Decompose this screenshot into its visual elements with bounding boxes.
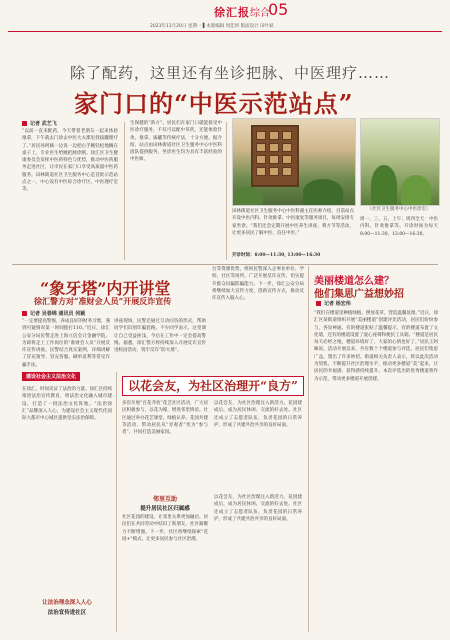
lead-author: 记者 武艺飞 — [22, 120, 63, 127]
story3-subhead-1: 邻里互助 — [152, 496, 177, 503]
lead-kicker: 除了配药，这里还有坐诊把脉、中医理疗…… — [70, 64, 391, 82]
plant-image — [303, 179, 343, 205]
story2-subheadline: 徐汇警方对“准财会人员”开展反诈宣传 — [34, 296, 172, 306]
story2-col-1b: 在徐汇，时间见证了法治的力量。徐汇区持续推进法治宣传教育，将法治文化融入城市建设，打造了一批法治文化阵地。“法治徐汇”品牌深入人心，为建设社会主义现代化国际大都市中心城区提供坚实法治保障。 — [22, 387, 112, 422]
story3-col-3: 社区花园的建设，让邻里关系更加融洽。居民们在共同劳动中结识了新朋友，社区凝聚力不断增强。下一步，社区将继续探索“花园+”模式，让更多居民参与社区治理。 — [122, 515, 208, 542]
masthead-brand: 徐汇报 — [214, 6, 250, 19]
story2-col-2: 讲座现场，民警还通过互动问答的形式，帮助同学们识别诈骗套路。不少同学表示，这堂课让自己受益匪浅，今后在工作中一定会提高警惕。据悉，徐汇警方将持续深入开展反诈宣传进校园活动，筑牢反诈“防火墙”。 — [114, 319, 206, 354]
lead-col-3: 田林街道社区卫生服务中心中医科副主任医师介绍，目前站点开设中医内科、针灸推拿、中医康复等服务项目，每周安排专家坐诊。“我们还会定期开展中医养生讲座、膏方节等活动，让更多居民了解中医、信任中医。” — [232, 209, 354, 236]
right-headline-2: 他们集思广益想妙招 — [314, 289, 404, 300]
plant-image — [233, 187, 263, 205]
lead-col-4: 周一、三、五，上午；周四全天：中医内科、针灸推拿等。开诊时间为每天8:00—11:30，13:00—16:30。 — [360, 217, 438, 237]
story2-col-3: 台等资源优势，组织民警深入企事业单位、学校、社区等场所，广泛开展反诈宣传，切实提升群众识骗防骗能力。下一步，徐汇公安分局将继续加大宣传力度，创新宣传方式，推动反诈宣传入脑入心。 — [212, 267, 304, 302]
plant-image — [371, 165, 397, 205]
story3-col-4: 以花会友，为社区治理注入新活力。花园建成后，成为居民休闲、交流的好去处。社区还成立了志愿者队伍，负责花园的日常养护，形成了共建共治共享的良好局面。 — [214, 495, 302, 522]
story2-headline: “象牙塔”内开讲堂 — [40, 279, 171, 298]
story2-bold-line: 让法治理念深入人心 — [42, 600, 92, 606]
byline-marker-icon — [22, 121, 27, 126]
column-divider — [116, 372, 117, 632]
lead-col-2: 生保健的“新方”。居民们在家门口就能接受中医诊疗服务，不仅可以配中草药，还能体验针灸、推拿、拔罐等传统疗法，十分方便。据介绍，站点由田林街道社区卫生服务中心中医科团队提供服务，坐诊医生均为具有丰富经验的中医师。 — [130, 121, 222, 163]
story3-subhead-2: 提升居民社区归属感 — [140, 506, 190, 512]
byline-marker-icon — [316, 301, 321, 306]
story3-col-1: 多次开展“百花齐放”花艺社区活动，广大居民积极参与，以花为媒，增进邻里情谊。社区通过举办花艺课堂、绿植认养、花园共建等活动，带动居民从“旁观者”变为“参与者”，共同打造美丽家园。 — [122, 401, 208, 436]
right-headline-1: 美丽楼道怎么建？ — [314, 276, 394, 287]
lead-col-1: “以前一直来配药，今天带着老朋友一起来体验推拿，下午就去门诊去中医大夫那里找拔罐理疗了。”居民孙阿姨一边说一边把右手腕轻松地搁在桌子上，专业医生给她把脉诊断。徐汇区卫生健康委员会发挥中医药特色与优势，推动中医药服务走进社区，让市民在家门口享受高质量中医药服务。田林街道社区卫生服务中心是首批示范站点之一，中心设有中医综合诊疗区、中医理疗室等。 — [22, 129, 118, 193]
masthead-info: 2023年11月20日 星期一 ▌本版编辑 周佳珂 版面设计 田叶斌 — [150, 24, 274, 29]
masthead-section: 综合 — [250, 8, 270, 19]
clinic-photo — [232, 118, 356, 206]
plant-image — [401, 175, 431, 205]
garden-photo — [360, 118, 440, 206]
column-divider — [308, 266, 309, 632]
section-label: 建设社会主义法治文化 — [22, 372, 80, 381]
column-divider — [226, 122, 227, 260]
right-author: 记者 杨宏伟 — [316, 300, 357, 307]
story3-col-2: 以花会友，为社区治理注入新活力。花园建成后，成为居民休闲、交流的好去处。社区还成立了志愿者队伍，负责花园的日常养护，形成了共建共治共享的良好局面。 — [214, 401, 302, 428]
masthead-rule — [8, 31, 442, 32]
photo-caption: （社区卫生服务中心中医诊室） — [367, 207, 431, 212]
page-number: 05 — [268, 0, 289, 19]
story2-author: 记者 吴春锦 通讯员 何颖 — [22, 310, 91, 317]
clinic-hours: 开诊时间：8:00—11:30, 13:00—16:30 — [232, 253, 321, 258]
story2-col-1: “一定要提高警惕，养成良好的财务习惯，遇到可疑情况第一时间拨打110。”近日，徐汇公安分局民警走进上海立信会计金融学院，为即将走上工作岗位的“准财会人员”开展反诈宣传讲座。民警结合真实案例，详细讲解了冒充领导、冒充客服、刷单返利等常见诈骗手法。 — [22, 319, 110, 368]
medicine-cabinet-image — [251, 125, 299, 187]
right-body: “我们在楼道里种植绿植、摆放花草，营造温馨氛围。”近日，徐汇区某街道组织开展“美丽楼道”创建评比活动，居民们纷纷参与，各显神通。有的楼道张贴了温馨提示，有的楼道布置了文化墙，还有的楼道设置了爱心座椅和便民工具箱。“楼道是居民每天必经之地，楼道环境好了，大家的心情也好了。”居民王阿姨说。活动开展以来，共有数十个楼道参与评选，居民们集思广益，想出了许多妙招。街道相关负责人表示，将以此次活动为契机，不断提升社区治理水平，推动更多楼道“美”起来，让居民的幸福感、获得感持续提升。本次评选出的优秀楼道将作为示范，带动更多楼道开展创建。 — [314, 311, 438, 382]
story3-headline: 以花会友，为社区治理开“良方” — [122, 376, 304, 396]
byline-marker-icon — [22, 311, 27, 316]
column-divider — [124, 122, 125, 260]
story2-sub-line: 法治宣传进社区 — [47, 610, 87, 616]
lead-headline: 家门口的“中医示范站点” — [74, 89, 354, 118]
section-divider — [12, 264, 438, 265]
